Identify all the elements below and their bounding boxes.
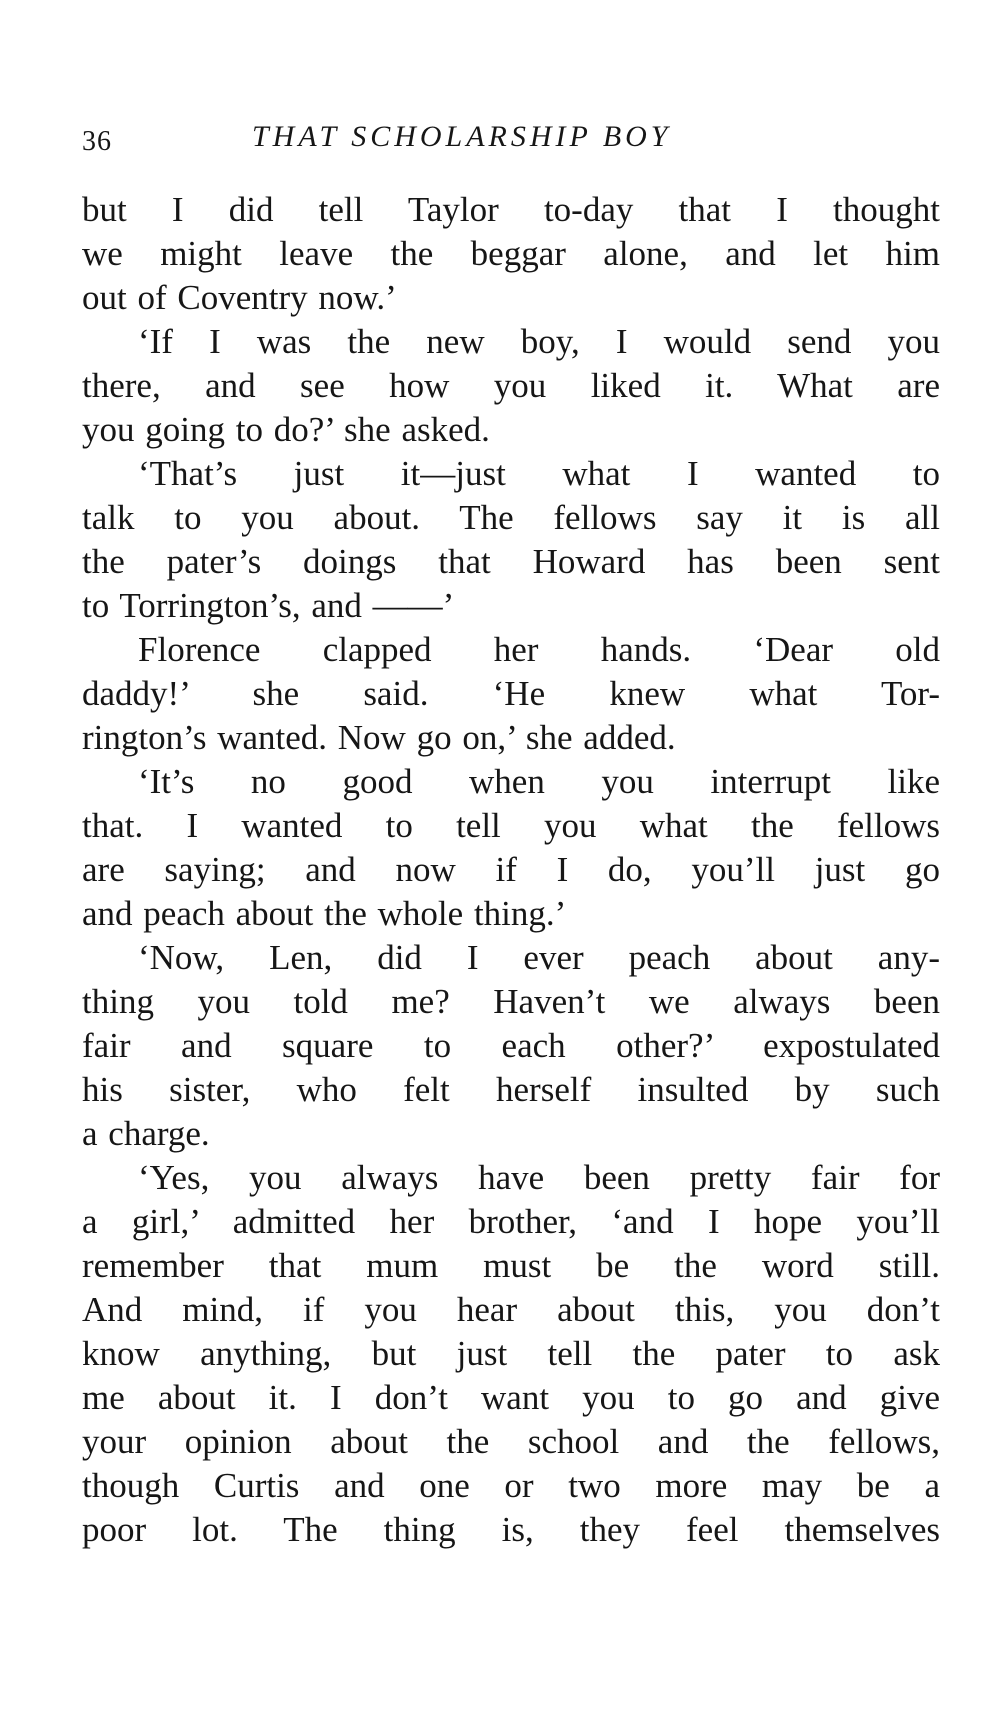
text-line: daddy!’ she said. ‘He knew what Tor- bbox=[82, 674, 940, 713]
text-line: Florence clapped her hands. ‘Dear old bbox=[138, 630, 940, 669]
text-line: you going to do?’ she asked. bbox=[82, 410, 490, 449]
running-head bbox=[82, 120, 940, 160]
text-line: poor lot. The thing is, they feel themselves bbox=[82, 1510, 940, 1549]
text-line: talk to you about. The fellows say it is all bbox=[82, 498, 940, 537]
body-text bbox=[82, 188, 940, 1552]
text-line: ‘That’s just it—just what I wanted to bbox=[138, 454, 940, 493]
text-line: remember that mum must be the word still. bbox=[82, 1246, 940, 1285]
text-line: to Torrington’s, and ——’ bbox=[82, 586, 455, 625]
text-line: we might leave the beggar alone, and let him bbox=[82, 234, 940, 273]
text-line: a girl,’ admitted her brother, ‘and I hope you’ll bbox=[82, 1202, 940, 1241]
text-line: fair and square to each other?’ expostulated bbox=[82, 1026, 940, 1065]
text-line: are saying; and now if I do, you’ll just go bbox=[82, 850, 940, 889]
text-line: and peach about the whole thing.’ bbox=[82, 894, 567, 933]
page-number: 36 bbox=[82, 126, 112, 157]
text-line: ‘It’s no good when you interrupt like bbox=[138, 762, 940, 801]
text-line: out of Coventry now.’ bbox=[82, 278, 397, 317]
text-line: that. I wanted to tell you what the fellows bbox=[82, 806, 940, 845]
text-line: me about it. I don’t want you to go and give bbox=[82, 1378, 940, 1417]
text-line: his sister, who felt herself insulted by such bbox=[82, 1070, 940, 1109]
text-line: ‘Now, Len, did I ever peach about any- bbox=[138, 938, 940, 977]
book-title: THAT SCHOLARSHIP BOY bbox=[252, 120, 672, 153]
text-line: there, and see how you liked it. What are bbox=[82, 366, 940, 405]
text-line: know anything, but just tell the pater to ask bbox=[82, 1334, 940, 1373]
text-line: ‘Yes, you always have been pretty fair for bbox=[138, 1158, 940, 1197]
text-line: a charge. bbox=[82, 1114, 210, 1153]
text-line: ‘If I was the new boy, I would send you bbox=[138, 322, 940, 361]
text-line: though Curtis and one or two more may be a bbox=[82, 1466, 940, 1505]
text-line: but I did tell Taylor to-day that I thought bbox=[82, 190, 940, 229]
text-line: the pater’s doings that Howard has been sent bbox=[82, 542, 940, 581]
text-line: And mind, if you hear about this, you don’t bbox=[82, 1290, 940, 1329]
text-line: thing you told me? Haven’t we always been bbox=[82, 982, 940, 1021]
text-line: your opinion about the school and the fellows, bbox=[82, 1422, 940, 1461]
text-line: rington’s wanted. Now go on,’ she added. bbox=[82, 718, 676, 757]
